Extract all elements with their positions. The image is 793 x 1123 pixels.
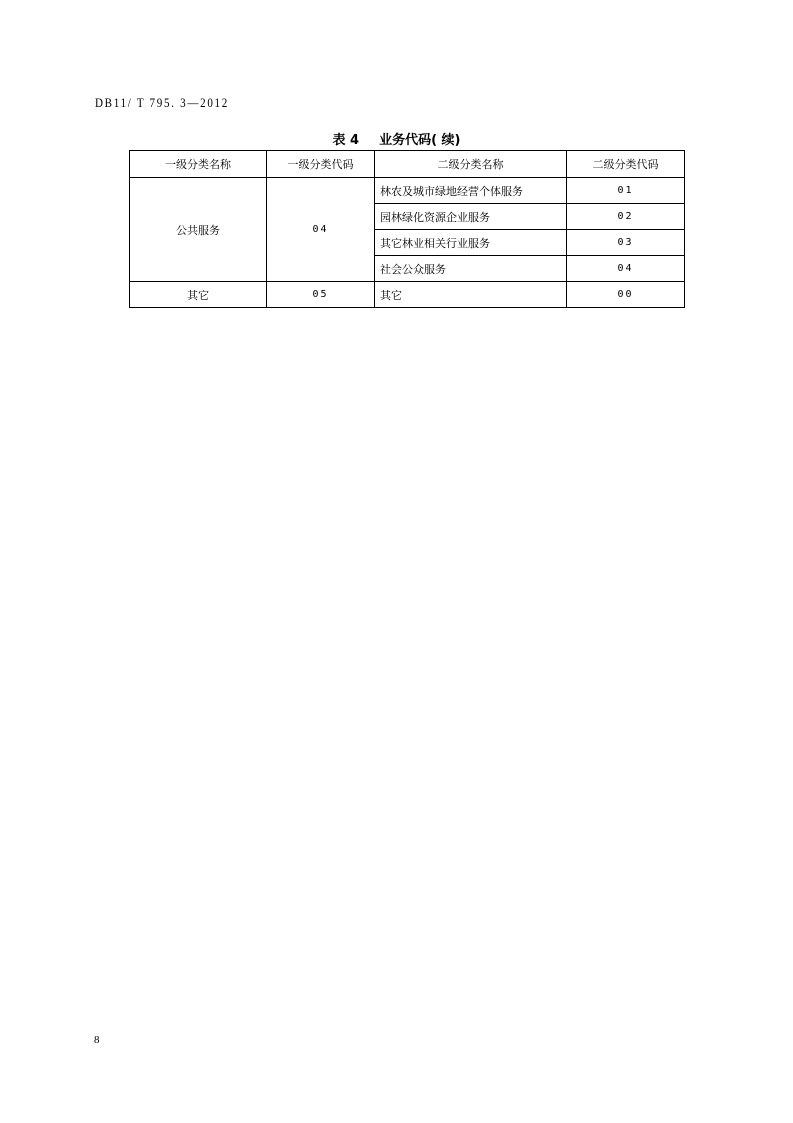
level2-code-cell: 03 bbox=[567, 230, 685, 256]
level2-name-cell: 其它林业相关行业服务 bbox=[375, 230, 567, 256]
level2-name-cell: 园林绿化资源企业服务 bbox=[375, 204, 567, 230]
column-header-level1-name: 一级分类名称 bbox=[130, 151, 267, 178]
table-row bbox=[130, 282, 685, 308]
level2-name-cell: 其它 bbox=[375, 282, 567, 308]
column-header-level1-code: 一级分类代码 bbox=[267, 151, 375, 178]
level2-name-cell: 社会公众服务 bbox=[375, 256, 567, 282]
column-header-level2-name: 二级分类名称 bbox=[375, 151, 567, 178]
column-header-level2-code: 二级分类代码 bbox=[567, 151, 685, 178]
level1-name-cell: 其它 bbox=[130, 282, 267, 308]
level2-code-cell: 02 bbox=[567, 204, 685, 230]
table-header-row bbox=[130, 151, 685, 178]
table-number: 表 4 bbox=[332, 133, 360, 148]
level1-code-cell: 04 bbox=[267, 178, 375, 282]
level2-name-cell: 林农及城市绿地经营个体服务 bbox=[375, 178, 567, 204]
page-number: 8 bbox=[94, 1034, 100, 1046]
level2-code-cell: 00 bbox=[567, 282, 685, 308]
level2-code-cell: 04 bbox=[567, 256, 685, 282]
level2-code-cell: 01 bbox=[567, 178, 685, 204]
standard-code-header: DB11/ T 795. 3—2012 bbox=[95, 95, 230, 110]
table-title: 业务代码( 续) bbox=[379, 133, 461, 148]
level1-code-cell: 05 bbox=[267, 282, 375, 308]
table-caption bbox=[0, 129, 793, 148]
level1-name-cell: 公共服务 bbox=[130, 178, 267, 282]
business-code-table bbox=[129, 150, 685, 308]
table-row bbox=[130, 178, 685, 204]
